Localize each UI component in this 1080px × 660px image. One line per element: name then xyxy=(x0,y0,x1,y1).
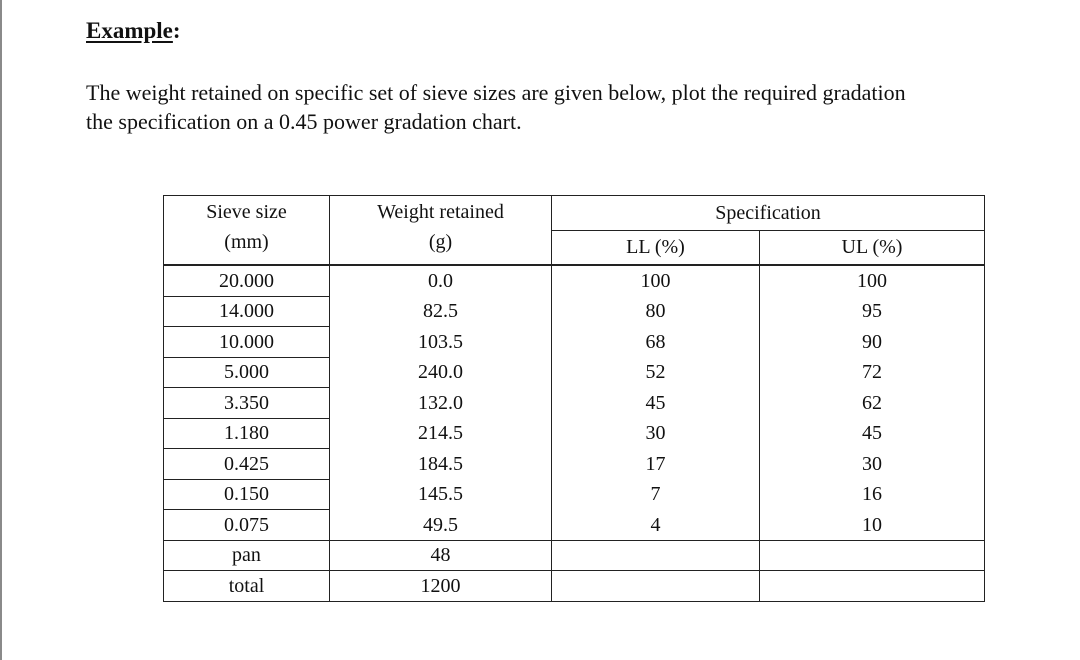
cell-lower-limit: 17 xyxy=(552,449,760,480)
table-row xyxy=(164,571,985,602)
table-row xyxy=(164,265,985,296)
cell-sieve-size: pan xyxy=(164,540,330,571)
table-header-row xyxy=(164,196,985,231)
cell-lower-limit: 4 xyxy=(552,510,760,541)
cell-sieve-size: 0.425 xyxy=(164,449,330,480)
cell-sieve-size: total xyxy=(164,571,330,602)
cell-upper-limit: 45 xyxy=(760,418,985,449)
header-sieve-size xyxy=(164,196,330,266)
cell-lower-limit: 68 xyxy=(552,327,760,358)
cell-upper-limit xyxy=(760,571,985,602)
cell-sieve-size: 0.075 xyxy=(164,510,330,541)
header-sieve-size-label: Sieve size xyxy=(206,201,287,223)
cell-weight-retained: 103.5 xyxy=(330,327,552,358)
header-upper-limit: UL (%) xyxy=(760,231,985,266)
cell-lower-limit xyxy=(552,540,760,571)
cell-weight-retained: 145.5 xyxy=(330,479,552,510)
cell-weight-retained: 132.0 xyxy=(330,388,552,419)
cell-weight-retained: 184.5 xyxy=(330,449,552,480)
cell-upper-limit: 72 xyxy=(760,357,985,388)
table-row xyxy=(164,388,985,419)
cell-upper-limit: 95 xyxy=(760,296,985,327)
cell-upper-limit: 10 xyxy=(760,510,985,541)
table-row xyxy=(164,449,985,480)
table-row xyxy=(164,296,985,327)
table-row xyxy=(164,540,985,571)
cell-lower-limit: 52 xyxy=(552,357,760,388)
cell-upper-limit xyxy=(760,540,985,571)
cell-sieve-size: 3.350 xyxy=(164,388,330,419)
cell-weight-retained: 0.0 xyxy=(330,265,552,296)
cell-lower-limit: 45 xyxy=(552,388,760,419)
problem-statement xyxy=(86,78,1080,136)
header-weight-retained xyxy=(330,196,552,266)
cell-upper-limit: 100 xyxy=(760,265,985,296)
header-sieve-size-unit: (mm) xyxy=(224,231,269,253)
cell-upper-limit: 16 xyxy=(760,479,985,510)
cell-weight-retained: 48 xyxy=(330,540,552,571)
header-specification: Specification xyxy=(552,196,985,231)
cell-lower-limit: 30 xyxy=(552,418,760,449)
table-row xyxy=(164,418,985,449)
header-weight-retained-unit: (g) xyxy=(428,231,453,253)
cell-weight-retained: 49.5 xyxy=(330,510,552,541)
cell-upper-limit: 90 xyxy=(760,327,985,358)
table-row xyxy=(164,357,985,388)
table-row xyxy=(164,479,985,510)
cell-weight-retained: 1200 xyxy=(330,571,552,602)
cell-sieve-size: 0.150 xyxy=(164,479,330,510)
cell-weight-retained: 240.0 xyxy=(330,357,552,388)
cell-sieve-size: 1.180 xyxy=(164,418,330,449)
cell-sieve-size: 10.000 xyxy=(164,327,330,358)
table-row xyxy=(164,510,985,541)
cell-weight-retained: 82.5 xyxy=(330,296,552,327)
header-weight-retained-label: Weight retained xyxy=(377,201,504,223)
cell-sieve-size: 14.000 xyxy=(164,296,330,327)
cell-sieve-size: 5.000 xyxy=(164,357,330,388)
cell-sieve-size: 20.000 xyxy=(164,265,330,296)
cell-upper-limit: 62 xyxy=(760,388,985,419)
table-row xyxy=(164,327,985,358)
cell-lower-limit: 100 xyxy=(552,265,760,296)
cell-upper-limit: 30 xyxy=(760,449,985,480)
cell-lower-limit: 7 xyxy=(552,479,760,510)
sieve-analysis-table xyxy=(163,195,985,602)
cell-lower-limit: 80 xyxy=(552,296,760,327)
page-left-edge xyxy=(0,0,2,660)
cell-lower-limit xyxy=(552,571,760,602)
cell-weight-retained: 214.5 xyxy=(330,418,552,449)
example-heading: Example: xyxy=(86,18,181,43)
problem-statement-line-1: The weight retained on specific set of sieve sizes are given below, plot the required gradation xyxy=(86,80,906,105)
problem-statement-line-2: the specification on a 0.45 power gradation chart. xyxy=(86,109,522,134)
header-lower-limit: LL (%) xyxy=(552,231,760,266)
